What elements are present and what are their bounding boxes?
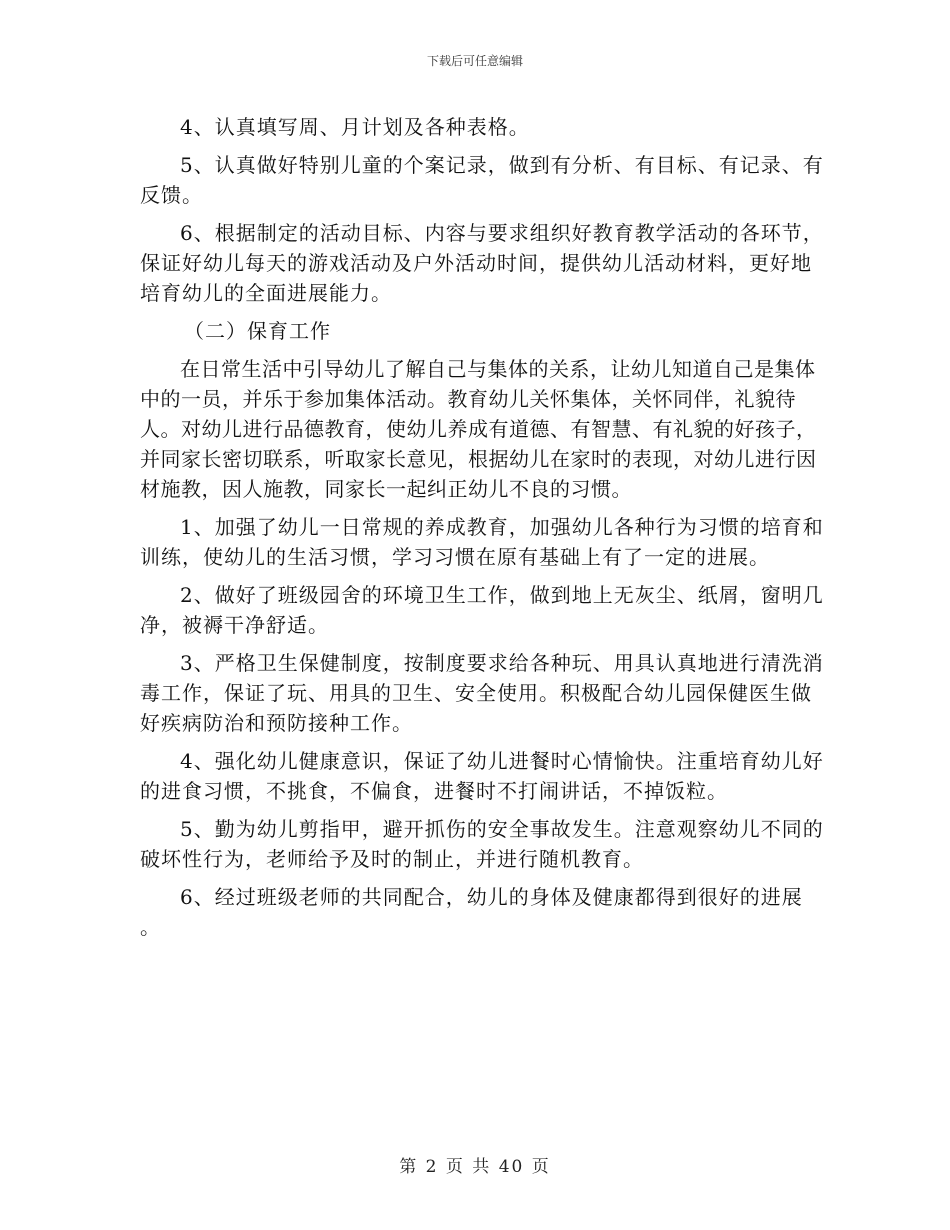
paragraph-care-item-5: 5、勤为幼儿剪指甲，避开抓伤的安全事故发生。注意观察幼儿不同的破坏性行为，老师给予及时的制止，并进行随机教育。 <box>140 817 824 871</box>
page-header: 下载后可任意编辑 <box>426 54 523 68</box>
section-heading-care-work: （二）保育工作 <box>184 319 331 343</box>
paragraph-care-item-3: 3、严格卫生保健制度，按制度要求给各种玩、用具认真地进行清洗消毒工作，保证了玩、用具的卫生、安全使用。积极配合幼儿园保健医生做好疾病防治和预防接种工作。 <box>140 651 824 735</box>
paragraph-care-item-6: 6、经过班级老师的共同配合，幼儿的身体及健康都得到很好的进展 。 <box>140 885 803 939</box>
paragraph-care-item-4: 4、强化幼儿健康意识，保证了幼儿进餐时心情愉快。注重培育幼儿好的进食习惯，不挑食，不偏食，进餐时不打闹讲话，不掉饭粒。 <box>140 749 824 803</box>
paragraph-item-4-plan: 4、认真填写周、月计划及各种表格。 <box>180 115 530 139</box>
page-number-footer: 第 2 页 共 40 页 <box>399 1157 551 1177</box>
document-body <box>140 112 830 950</box>
paragraph-care-item-1: 1、加强了幼儿一日常规的养成教育，加强幼儿各种行为习惯的培育和训练，使幼儿的生活习惯，学习习惯在原有基础上有了一定的进展。 <box>140 515 824 569</box>
paragraph-item-5-records: 5、认真做好特别儿童的个案记录，做到有分析、有目标、有记录、有反馈。 <box>140 153 824 207</box>
paragraph-item-6-activities: 6、根据制定的活动目标、内容与要求组织好教育教学活动的各环节，保证好幼儿每天的游戏活动及户外活动时间，提供幼儿活动材料，更好地培育幼儿的全面进展能力。 <box>140 221 824 305</box>
paragraph-care-intro: 在日常生活中引导幼儿了解自己与集体的关系，让幼儿知道自己是集体中的一员，并乐于参加集体活动。教育幼儿关怀集体，关怀同伴，礼貌待人。对幼儿进行品德教育，使幼儿养成有道德、有智慧、有礼貌的好孩子，并同家长密切联系，听取家长意见，根据幼儿在家时的表现，对幼儿进行因材施教，因人施教，同家长一起纠正幼儿不良的习惯。 <box>140 357 817 501</box>
paragraph-care-item-2: 2、做好了班级园舍的环境卫生工作，做到地上无灰尘、纸屑，窗明几净，被褥干净舒适。 <box>140 583 824 637</box>
